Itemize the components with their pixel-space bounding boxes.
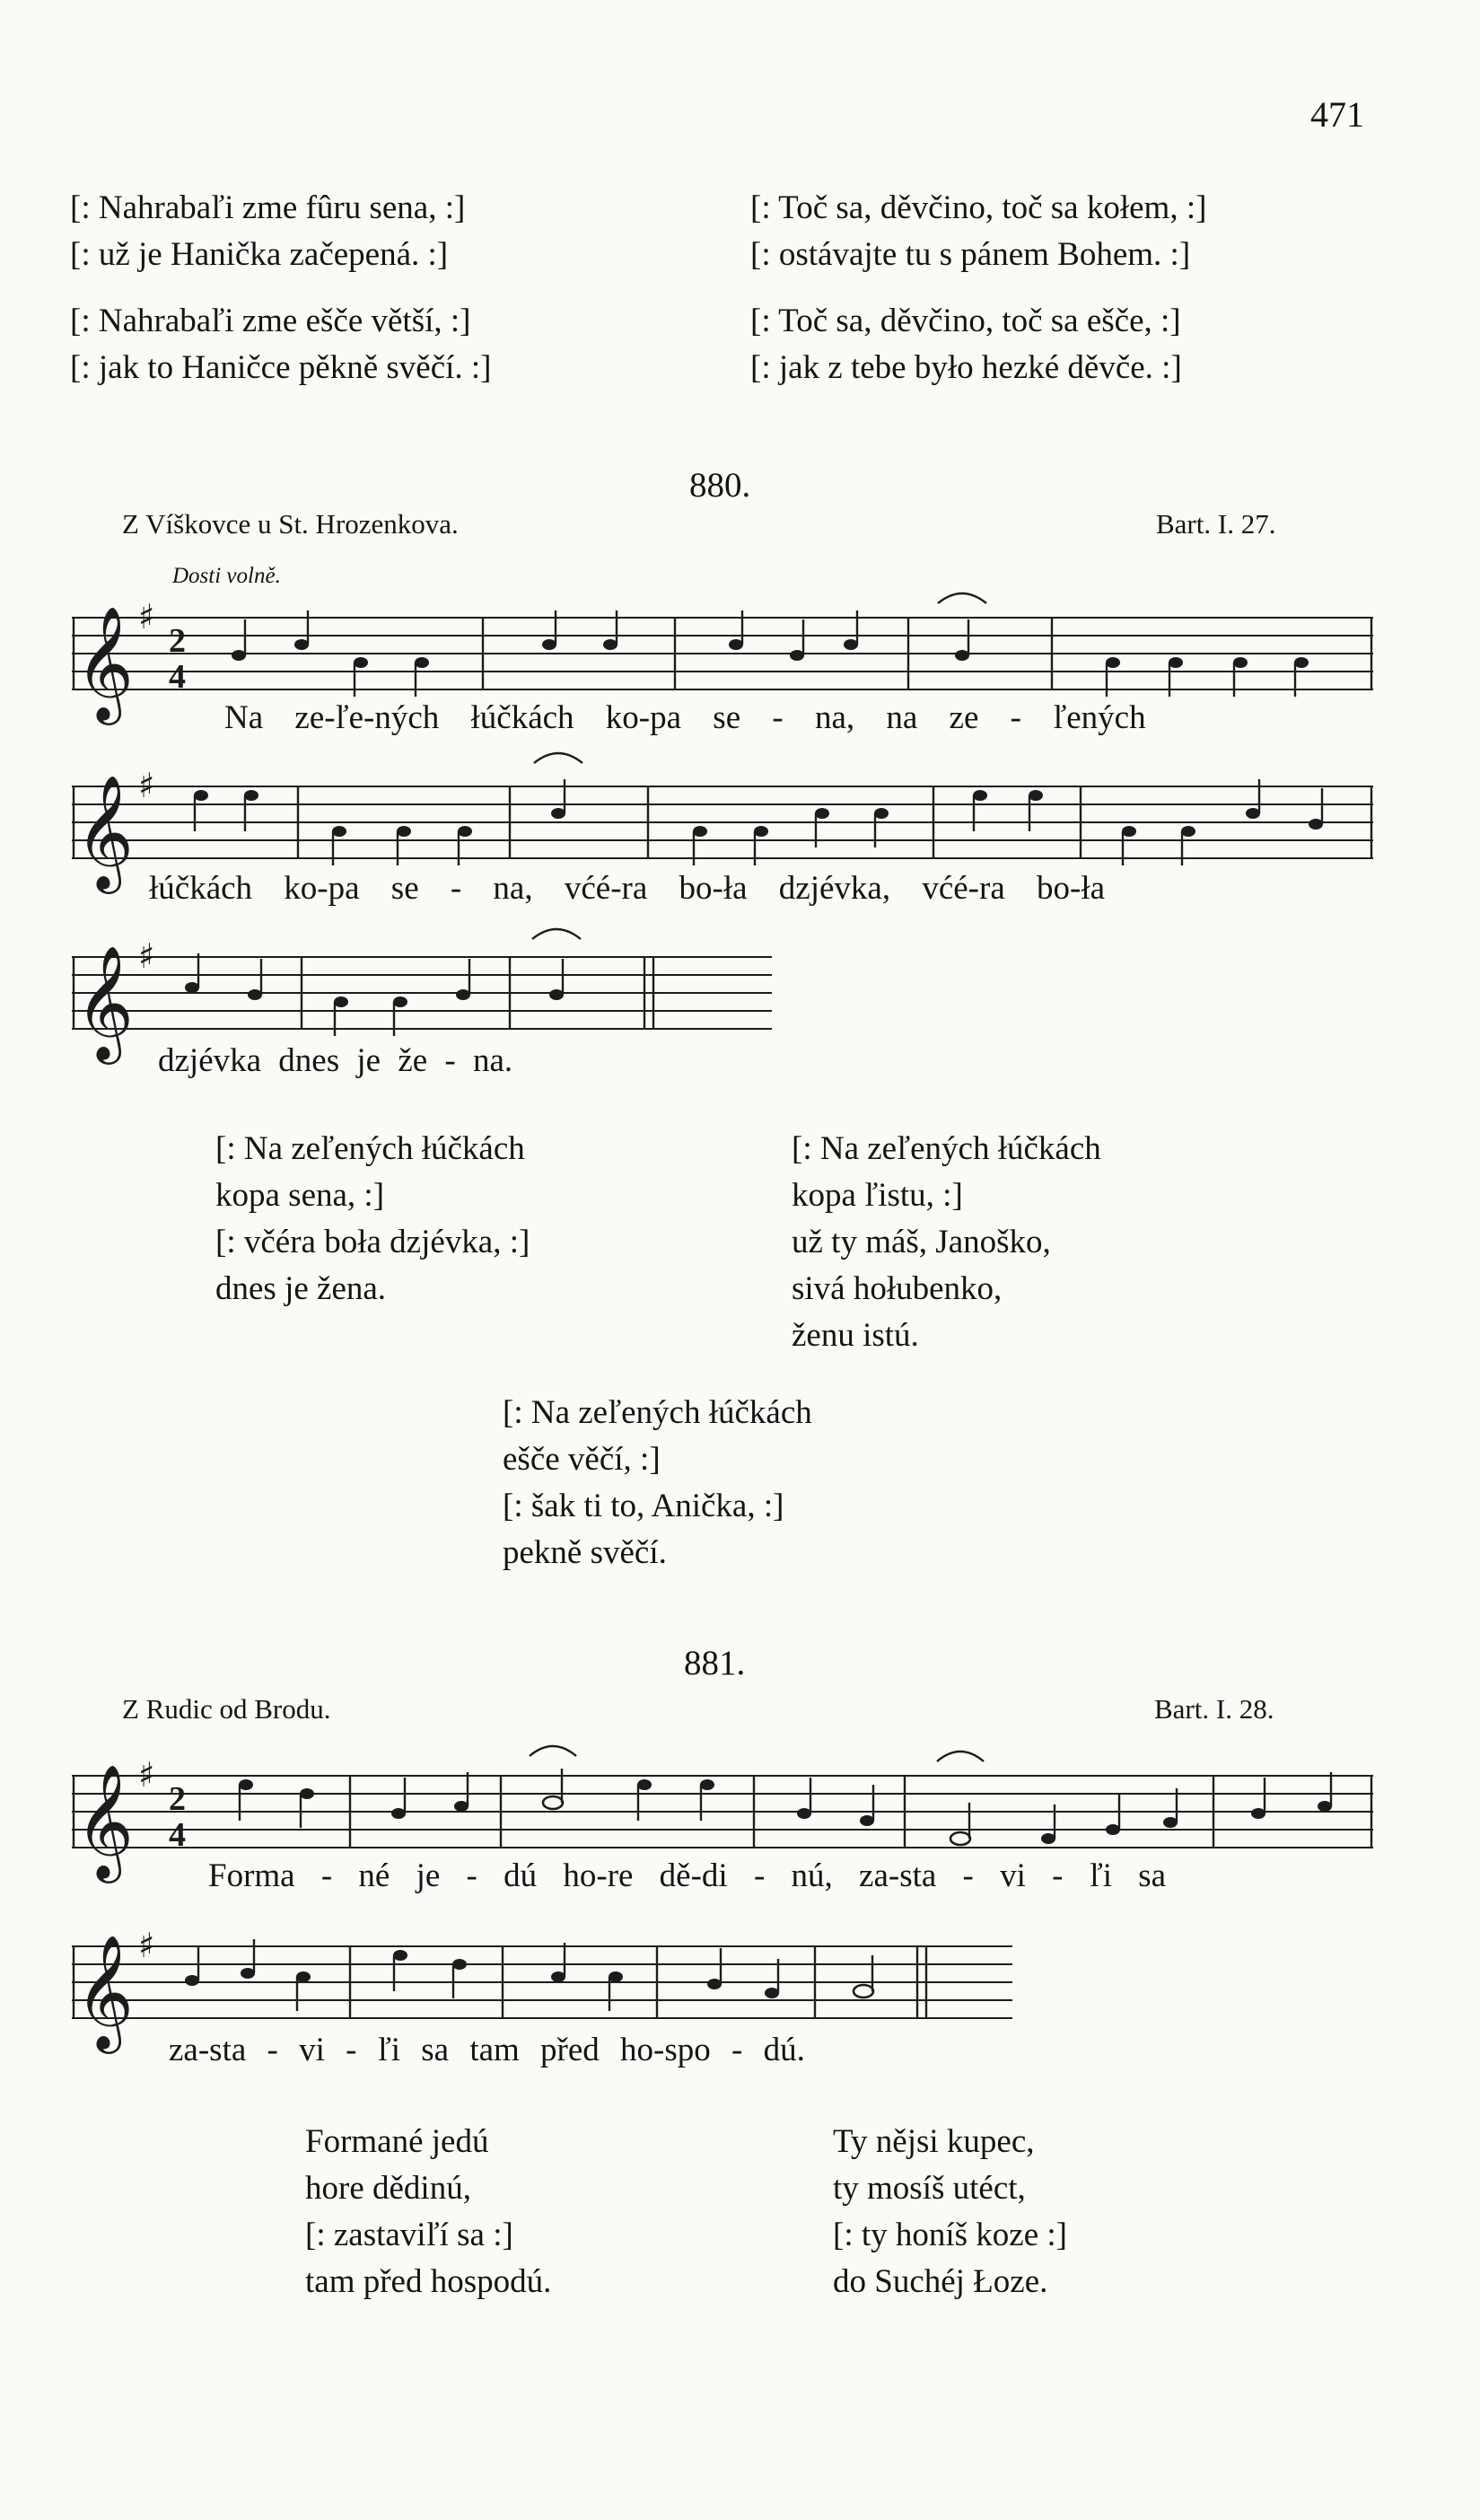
song-880-lyrics-1: Na ze-ľe-ných łúčkách ko-pa se - na, na ze - ľených — [224, 699, 1146, 736]
song-881-source: Z Rudic od Brodu. — [122, 1693, 331, 1725]
song-881-reference: Bart. I. 28. — [1154, 1693, 1274, 1725]
treble-clef-icon: 𝄞 — [75, 1934, 135, 2049]
verse-line: kopa sena, :] — [215, 1177, 385, 1214]
song-880-reference: Bart. I. 27. — [1156, 508, 1276, 540]
verse-line: už ty máš, Janoško, — [792, 1224, 1051, 1260]
treble-clef-icon: 𝄞 — [75, 1763, 135, 1878]
verse-line: Formané jedú — [305, 2123, 489, 2160]
verse-line: kopa ľistu, :] — [792, 1177, 963, 1214]
verse-line: [: Na zeľených łúčkách — [503, 1394, 812, 1431]
song-881-lyrics-2: za-sta - vi - ľi sa tam před ho-spo - dú. — [169, 2032, 805, 2068]
verse-line: [: jak to Haničce pěkně svěčí. :] — [70, 349, 492, 386]
verse-line: ty mosíš utéct, — [833, 2170, 1026, 2207]
verse-line: [: ty honíš koze :] — [833, 2217, 1068, 2253]
song-880-lyrics-3: dzjévka dnes je že - na. — [158, 1042, 513, 1079]
top-verses-left — [70, 185, 492, 391]
page-number: 471 — [1310, 94, 1364, 135]
verse-line: [: Na zeľených łúčkách — [215, 1130, 525, 1167]
song-880-number: 880. — [689, 466, 751, 505]
staff-880-3 — [72, 936, 772, 1059]
verse-line: [: zastaviľí sa :] — [305, 2217, 513, 2253]
verse-line: tam před hospodú. — [305, 2263, 552, 2300]
verse-line: [: jak z tebe było hezké děvče. :] — [750, 349, 1182, 386]
song-881-lyrics-1: Forma - né je - dú ho-re dě-di - nú, za-sta - vi - ľi sa — [208, 1857, 1167, 1894]
verse-line: ešče věčí, :] — [503, 1441, 661, 1478]
verse-line: [: Toč sa, děvčino, toč sa ešče, :] — [750, 303, 1181, 339]
verse-line: [: ostávajte tu s pánem Bohem. :] — [750, 236, 1191, 273]
notes — [185, 929, 581, 1036]
time-signature-bottom: 4 — [169, 658, 186, 696]
staff-881-2 — [72, 1926, 1012, 2049]
sharp-sign: ♯ — [138, 1926, 155, 1965]
song-880-lyrics-2: łúčkách ko-pa se - na, vćé-ra bo-ła dzjévka, vćé-ra bo-ła — [149, 870, 1106, 907]
verse-line: [: Na zeľených łúčkách — [792, 1130, 1101, 1167]
verse-line: [: Nahrabaľi zme fûru sena, :] — [70, 189, 466, 226]
verse-line: do Suchéj Łoze. — [833, 2263, 1048, 2300]
verse-line: [: šak ti to, Anička, :] — [503, 1488, 784, 1524]
sharp-sign: ♯ — [138, 597, 155, 637]
song-881-verse-a — [305, 2119, 551, 2305]
sharp-sign: ♯ — [138, 766, 155, 805]
time-signature-top: 2 — [169, 1780, 186, 1818]
verse-line: hore dědinú, — [305, 2170, 471, 2207]
notes — [194, 753, 1323, 865]
song-881-verse-b — [833, 2119, 1067, 2305]
time-signature-bottom: 4 — [169, 1816, 186, 1854]
verse-line: [: Nahrabaľi zme ešče větší, :] — [70, 303, 471, 339]
verse-line: dnes je žena. — [215, 1270, 387, 1307]
sharp-sign: ♯ — [138, 1755, 155, 1795]
notes — [232, 593, 1309, 697]
song-880-tempo: Dosti volně. — [172, 564, 281, 588]
verse-line: [: už je Hanička začepená. :] — [70, 236, 449, 273]
verse-line: ženu istú. — [792, 1317, 919, 1354]
verse-line: sivá hołubenko, — [792, 1270, 1003, 1307]
sharp-sign: ♯ — [138, 936, 155, 976]
top-verses-right — [750, 185, 1206, 391]
song-880-verse-a — [215, 1126, 530, 1313]
verse-line: pekně svěčí. — [503, 1534, 667, 1571]
verse-line: [: včéra boła dzjévka, :] — [215, 1224, 530, 1260]
verse-line: Ty nějsi kupec, — [833, 2123, 1035, 2160]
song-880-verse-b — [792, 1126, 1101, 1359]
time-signature-top: 2 — [169, 622, 186, 660]
song-880-verse-c — [503, 1390, 812, 1576]
treble-clef-icon: 𝄞 — [75, 774, 135, 889]
treble-clef-icon: 𝄞 — [75, 944, 135, 1059]
treble-clef-icon: 𝄞 — [75, 605, 135, 720]
song-881-number: 881. — [684, 1644, 746, 1682]
song-880-source: Z Víškovce u St. Hrozenkova. — [122, 508, 459, 540]
verse-line: [: Toč sa, děvčino, toč sa kołem, :] — [750, 189, 1207, 226]
